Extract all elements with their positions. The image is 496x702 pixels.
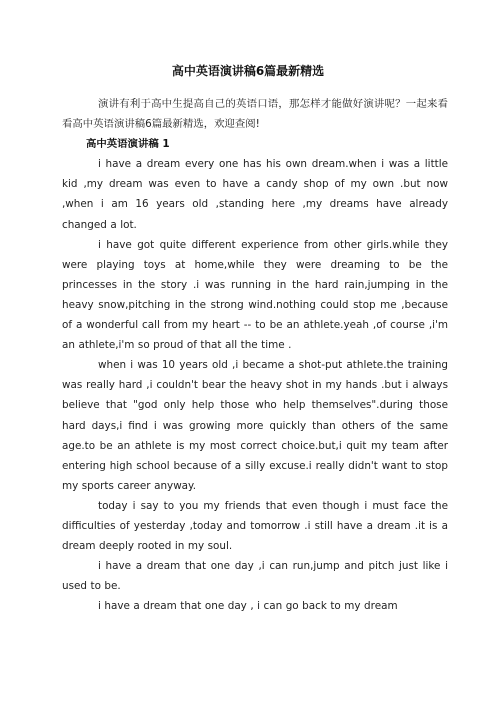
body-paragraph: when i was 10 years old ,i became a shot-put athlete.the training was really hard ,i couldn't bear the heavy shot in my hands .but i always believe that "god only help those who help themselves".during those hard days,i find i was growing more quickly than others of the same age.to be an athlete is my most correct choice.but,i quit my team after entering high school because of a silly excuse.i really didn't want to stop my sports career anyway. (62, 359, 448, 492)
body-paragraph: i have a dream that one day ,i can run,jump and pitch just like i used to be. (62, 560, 448, 593)
section-heading: 高中英语演讲稿 1 (86, 138, 170, 151)
document-body (62, 94, 448, 616)
body-paragraph: i have a dream that one day , i can go back to my dream (98, 600, 398, 613)
body-paragraph: today i say to you my friends that even though i must face the difficulties of yesterday ,today and tomorrow .i still have a dream .it is a dream deeply rooted in my soul. (62, 499, 448, 553)
body-paragraph: i have a dream every one has his own dream.when i was a little kid ,my dream was even to have a candy shop of my own .but now ,when i am 16 years old ,standing here ,my dreams have already changed a lot. (62, 158, 448, 231)
intro-paragraph: 演讲有利于高中生提高自己的英语口语，那怎样才能做好演讲呢？一起来看看高中英语演讲稿6篇最新精选，欢迎查阅! (62, 98, 448, 131)
document-title: 高中英语演讲稿6篇最新精选 (171, 64, 325, 78)
body-paragraph: i have got quite different experience from other girls.while they were playing toys at home,while they were dreaming to be the princesses in the story .i was running in the hard rain,jumping in the heavy snow,pitching in the strong wind.nothing could stop me ,because of a wonderful call from my heart -- to be an athlete.yeah ,of course ,i'm an athlete,i'm so proud of that all the time . (62, 238, 448, 352)
